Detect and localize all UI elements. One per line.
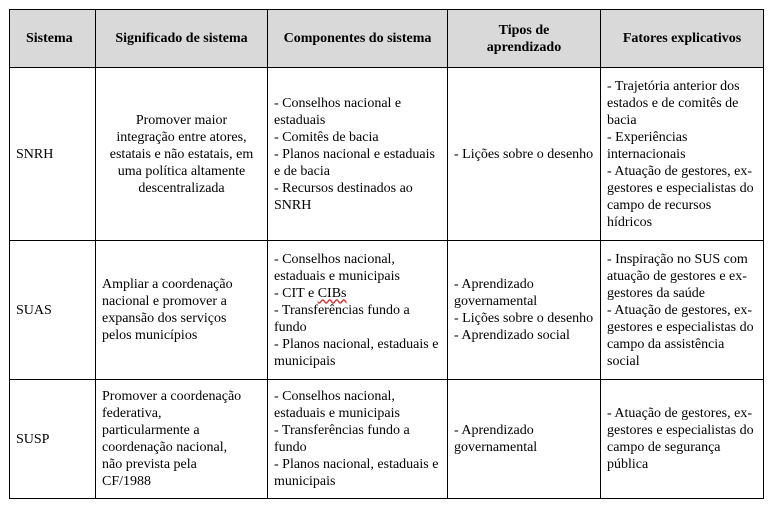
significado-line: integração entre atores, xyxy=(116,129,247,145)
table-row xyxy=(10,241,764,380)
componente-text: - CIT e xyxy=(274,285,318,301)
componente-item: - Comitês de bacia xyxy=(274,129,379,145)
header-significado: Significado de sistema xyxy=(96,10,268,68)
significado-line: estatais e não estatais, em xyxy=(109,146,254,162)
spellcheck-word: CIBs xyxy=(317,285,347,301)
fator-item: - Experiências internacionais xyxy=(607,129,688,162)
cell-fatores xyxy=(601,241,764,380)
fator-item: - Atuação de gestores, ex-gestores e especialistas do campo de recursos hídricos xyxy=(607,163,754,230)
componente-item: - Transferências fundo a fundo xyxy=(274,423,410,455)
significado-line: coordenação nacional, xyxy=(102,440,228,455)
cell-sistema: SNRH xyxy=(10,68,96,241)
significado-line: nacional e promover a xyxy=(102,294,227,309)
componente-item: - Recursos destinados ao SNRH xyxy=(274,180,413,213)
significado-line: Promover a coordenação xyxy=(102,389,242,404)
fator-item: - Inspiração no SUS com atuação de gestores e ex-gestores da saúde xyxy=(607,251,748,301)
cell-tipos xyxy=(448,68,601,241)
comparison-table xyxy=(9,9,764,499)
significado-line: uma política altamente xyxy=(117,163,246,179)
significado-line: Ampliar a coordenação xyxy=(102,277,233,292)
header-fatores: Fatores explicativos xyxy=(601,10,764,68)
tipo-item: - Aprendizado governamental xyxy=(454,277,538,309)
significado-line: não prevista pela xyxy=(102,457,197,472)
componente-item: - Transferências fundo a fundo xyxy=(274,302,410,335)
significado-line: federativa, xyxy=(102,406,162,421)
componente-item: - Planos nacional e estaduais e de bacia xyxy=(274,146,435,179)
componente-item: - Conselhos nacional, estaduais e municipais xyxy=(274,251,400,284)
header-sistema: Sistema xyxy=(10,10,96,68)
significado-line: particularmente a xyxy=(102,423,200,438)
cell-componentes xyxy=(268,68,448,241)
cell-significado xyxy=(96,241,268,380)
header-row xyxy=(10,10,764,68)
cell-fatores xyxy=(601,380,764,499)
tipo-item: - Aprendizado social xyxy=(454,328,570,343)
cell-componentes xyxy=(268,241,448,380)
header-tipos-line: aprendizado xyxy=(486,39,562,55)
significado-line: CF/1988 xyxy=(102,474,152,489)
tipo-item: - Aprendizado governamental xyxy=(454,423,538,455)
tipo-item: - Lições sobre o desenho xyxy=(454,146,594,162)
componente-item xyxy=(274,285,441,302)
cell-tipos xyxy=(448,380,601,499)
fator-item: - Atuação de gestores, ex-gestores e especialistas do campo de segurança pública xyxy=(607,406,754,472)
fator-item: - Atuação de gestores, ex-gestores e especialistas do campo da assistência social xyxy=(607,302,754,369)
cell-significado xyxy=(96,68,268,241)
cell-tipos xyxy=(448,241,601,380)
header-tipos xyxy=(448,10,601,68)
componente-item: - Planos nacional, estaduais e municipais xyxy=(274,336,439,369)
header-tipos-line: Tipos de xyxy=(498,22,550,38)
cell-sistema: SUAS xyxy=(10,241,96,380)
significado-line: descentralizada xyxy=(138,180,225,196)
significado-line: expansão dos serviços xyxy=(102,311,227,326)
significado-line: Promover maior xyxy=(135,112,228,128)
significado-line: pelos municípios xyxy=(102,328,198,343)
tipo-item: - Lições sobre o desenho xyxy=(454,311,594,326)
cell-sistema: SUSP xyxy=(10,380,96,499)
table-row xyxy=(10,380,764,499)
cell-componentes xyxy=(268,380,448,499)
componente-item: - Conselhos nacional e estaduais xyxy=(274,95,402,128)
componente-item: - Planos nacional, estaduais e municipais xyxy=(274,457,439,489)
table-row xyxy=(10,68,764,241)
cell-fatores xyxy=(601,68,764,241)
fator-item: - Trajetória anterior dos estados e de comitês de bacia xyxy=(607,78,740,128)
header-componentes: Componentes do sistema xyxy=(268,10,448,68)
cell-significado xyxy=(96,380,268,499)
componente-item: - Conselhos nacional, estaduais e municipais xyxy=(274,389,400,421)
